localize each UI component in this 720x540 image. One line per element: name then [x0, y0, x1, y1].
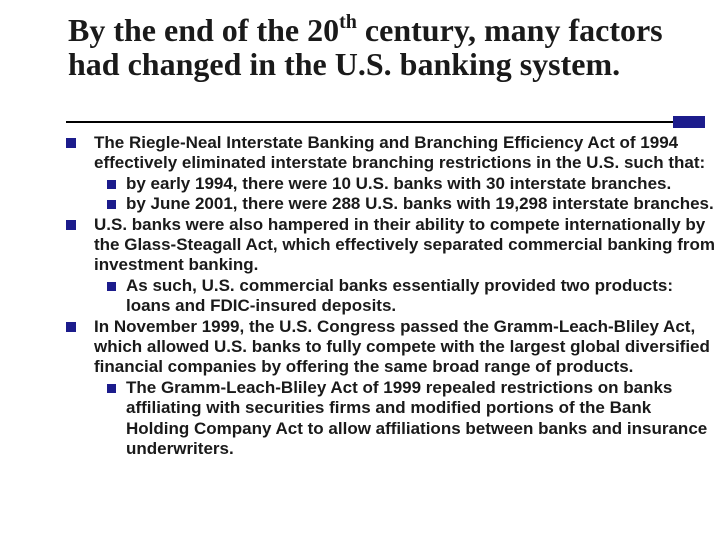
- sub-bullet-list: [94, 276, 716, 317]
- sub-bullet-text: As such, U.S. commercial banks essentially provided two products: loans and FDIC-insured deposits.: [126, 275, 673, 316]
- square-bullet-icon: [107, 282, 116, 291]
- bullet-item: [66, 317, 716, 460]
- bullet-text: The Riegle-Neal Interstate Banking and Branching Efficiency Act of 1994 effectively eliminated interstate branching restrictions in the U.S. such that:: [94, 133, 706, 173]
- sub-bullet-list: [94, 174, 716, 215]
- title-divider: [66, 121, 673, 123]
- sub-bullet-item: [94, 174, 716, 194]
- sub-bullet-text: by June 2001, there were 288 U.S. banks with 19,298 interstate branches.: [126, 194, 714, 214]
- bullet-text: U.S. banks were also hampered in their ability to compete internationally by the Glass-Steagall Act, which effectively separated commercial banking from investment banking.: [94, 214, 716, 275]
- bullet-list: [66, 133, 716, 460]
- square-bullet-icon: [66, 322, 76, 332]
- bullet-item: [66, 215, 716, 317]
- slide-title: [68, 13, 688, 81]
- square-bullet-icon: [107, 384, 116, 393]
- square-bullet-icon: [66, 138, 76, 148]
- title-text-start: By the end of the 20: [68, 12, 340, 48]
- title-superscript: th: [339, 11, 357, 33]
- sub-bullet-list: [94, 378, 716, 460]
- square-bullet-icon: [66, 220, 76, 230]
- title-accent-bar: [673, 116, 705, 128]
- sub-bullet-item: [94, 378, 716, 460]
- title-text-end: century, many factors had changed in the U.S. banking system.: [68, 12, 663, 82]
- sub-bullet-item: [94, 276, 716, 317]
- sub-bullet-text: by early 1994, there were 10 U.S. banks with 30 interstate branches.: [126, 173, 672, 193]
- bullet-text: In November 1999, the U.S. Congress passed the Gramm-Leach-Bliley Act, which allowed U.S. banks to fully compete with the largest global diversified financial companies by offering the same broad range of products.: [94, 316, 710, 377]
- slide-body: [66, 133, 716, 460]
- square-bullet-icon: [107, 180, 116, 189]
- sub-bullet-text: The Gramm-Leach-Bliley Act of 1999 repealed restrictions on banks affiliating with securities firms and modified portions of the Bank Holding Company Act to allow affiliations between banks and insurance underwriters.: [126, 377, 708, 459]
- square-bullet-icon: [107, 200, 116, 209]
- bullet-item: [66, 133, 716, 215]
- sub-bullet-item: [94, 194, 716, 214]
